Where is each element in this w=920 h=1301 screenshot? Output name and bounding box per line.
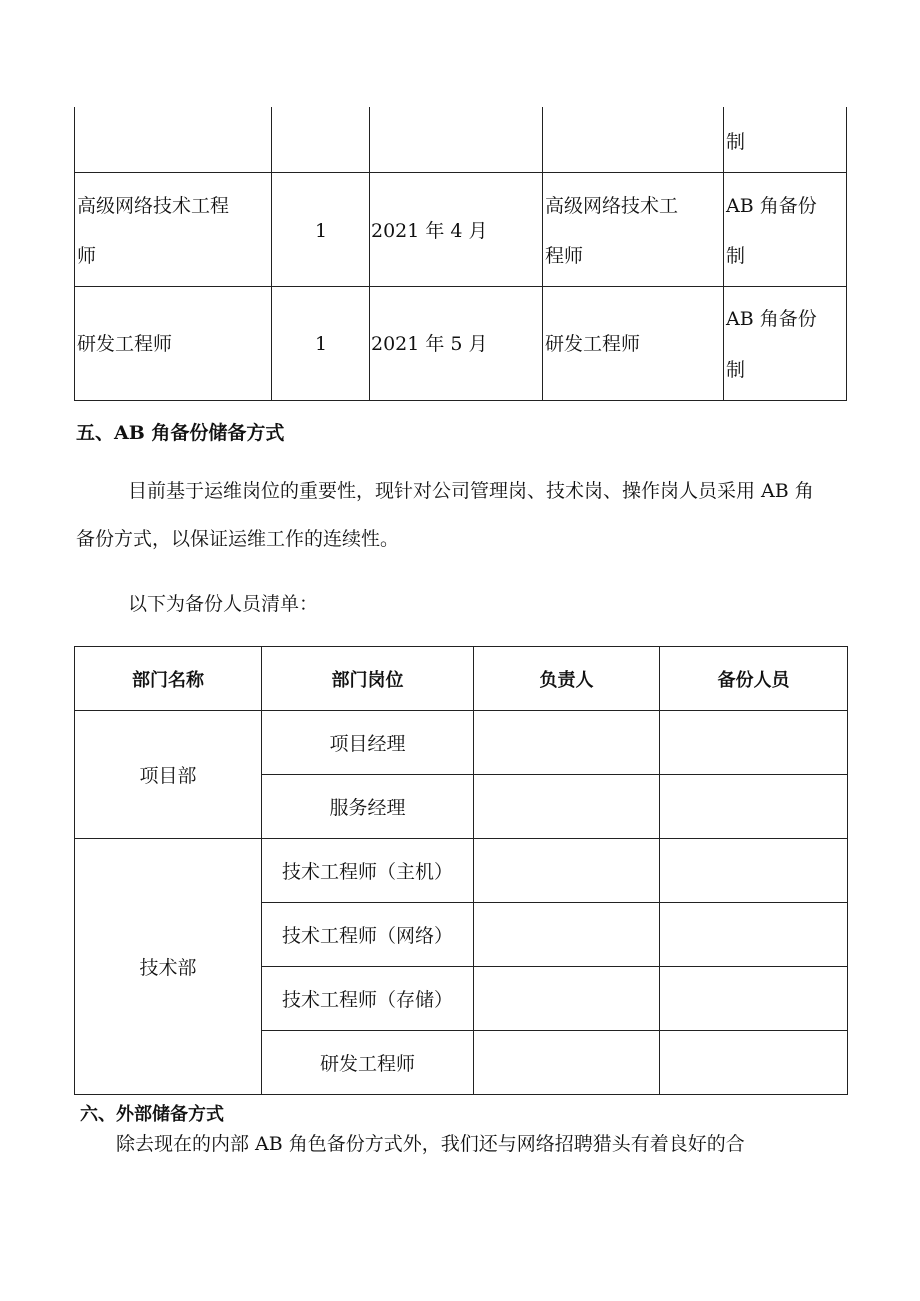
backup-cell <box>660 903 848 967</box>
dept-cell: 项目部 <box>75 711 262 839</box>
table-cell-method: AB 角备份 <box>726 308 817 330</box>
table-cell-method: AB 角备份 <box>726 195 817 217</box>
owner-cell <box>474 775 660 839</box>
paragraph-text: 以下为备份人员清单： <box>128 593 319 615</box>
owner-cell <box>474 1031 660 1095</box>
table-cell-date: 2021 年 4 月 <box>371 220 488 242</box>
table-cell-count: 1 <box>315 220 328 242</box>
table-row <box>75 839 848 903</box>
table-cell-method: 制 <box>726 245 746 267</box>
table-cell-method: 制 <box>726 359 746 381</box>
table-cell-date: 2021 年 5 月 <box>371 333 488 355</box>
table-cell-position: 师 <box>77 245 97 267</box>
position-cell: 项目经理 <box>262 711 474 775</box>
table-cell-count: 1 <box>315 333 328 355</box>
position-cell: 技术工程师（存储） <box>262 967 474 1031</box>
column-header: 部门名称 <box>75 647 262 711</box>
column-header: 负责人 <box>474 647 660 711</box>
table-cell-method-cont: 制 <box>726 131 746 153</box>
owner-cell <box>474 903 660 967</box>
column-header: 备份人员 <box>660 647 848 711</box>
section-heading-6: 六、外部储备方式 <box>80 1104 224 1125</box>
position-cell: 服务经理 <box>262 775 474 839</box>
owner-cell <box>474 711 660 775</box>
column-header: 部门岗位 <box>262 647 474 711</box>
backup-cell <box>660 775 848 839</box>
paragraph-text: 目前基于运维岗位的重要性，现针对公司管理岗、技术岗、操作岗人员采用 AB 角 <box>128 480 814 502</box>
dept-cell: 技术部 <box>75 839 262 1095</box>
section-heading-5: 五、AB 角备份储备方式 <box>76 422 285 444</box>
owner-cell <box>474 839 660 903</box>
position-cell: 研发工程师 <box>262 1031 474 1095</box>
backup-cell <box>660 1031 848 1095</box>
backup-cell <box>660 967 848 1031</box>
position-cell: 技术工程师（网络） <box>262 903 474 967</box>
owner-cell <box>474 967 660 1031</box>
position-cell: 技术工程师（主机） <box>262 839 474 903</box>
backup-cell <box>660 711 848 775</box>
paragraph-text: 备份方式，以保证运维工作的连续性。 <box>76 528 400 550</box>
table-cell-backup-position: 研发工程师 <box>545 333 641 355</box>
backup-personnel-table <box>74 646 848 1095</box>
table-cell-backup-position: 程师 <box>545 245 584 267</box>
table-cell-backup-position: 高级网络技术工 <box>545 195 679 217</box>
table-cell-position: 研发工程师 <box>77 333 173 355</box>
table-row <box>75 711 848 775</box>
backup-cell <box>660 839 848 903</box>
table-cell-position: 高级网络技术工程 <box>77 195 230 217</box>
paragraph-text: 除去现在的内部 AB 角色备份方式外，我们还与网络招聘猎头有着良好的合 <box>116 1133 745 1155</box>
table-header-row <box>75 647 848 711</box>
